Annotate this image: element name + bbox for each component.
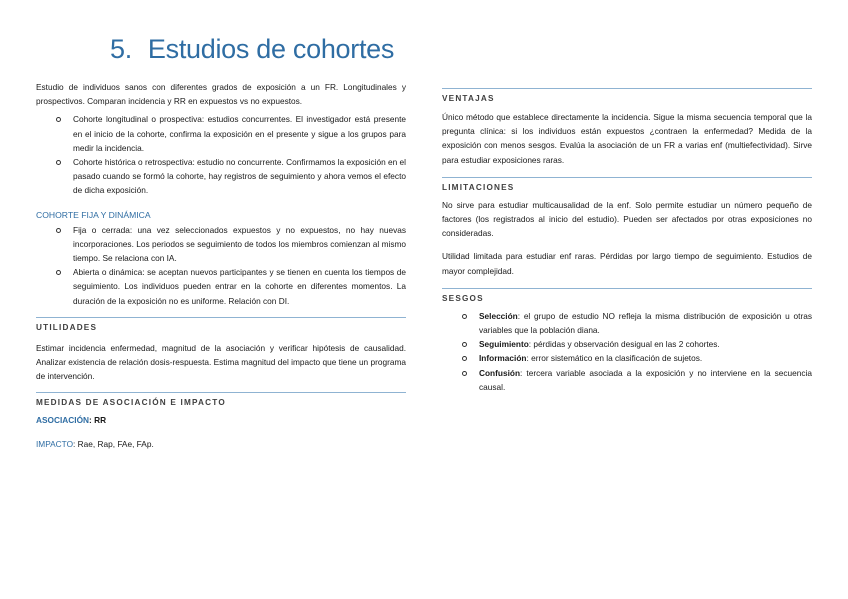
list-item: Selección: el grupo de estudio NO refleja la misma distribución de exposición u otras variables que la población diana.	[479, 309, 812, 337]
association-line	[36, 413, 406, 427]
list-item: Confusión: tercera variable asociada a la exposición y no interviene en la secuencia causal.	[479, 366, 812, 394]
list-item: Información: error sistemático en la clasificación de sujetos.	[479, 351, 812, 365]
fixed-dynamic-heading: COHORTE FIJA Y DINÁMICA	[36, 209, 151, 220]
advantages-heading: VENTAJAS	[442, 94, 495, 103]
section-title: Estudios de cohortes	[147, 34, 395, 64]
list-item: Fija o cerrada: una vez seleccionados expuestos y no expuestos, no hay nuevas incorporaciones. Los periodos se seguimiento de todos los miembros comienzan al mismo tiempo. Se relaciona con IA.	[73, 223, 406, 266]
circle-bullet-icon	[462, 356, 467, 361]
right-column	[442, 88, 812, 394]
biases-list	[442, 309, 812, 394]
impact-value: : Rae, Rap, FAe, FAp.	[73, 439, 154, 450]
circle-bullet-icon	[56, 270, 61, 275]
circle-bullet-icon	[56, 228, 61, 233]
limitations-heading: LIMITACIONES	[442, 182, 515, 192]
advantages-section	[442, 88, 812, 177]
list-item: Abierta o dinámica: se aceptan nuevos participantes y se tienen en cuenta los tiempos de seguimiento. Los individuos pueden entrar en la cohorte en diferentes momentos. La duración de la exposición no es uniforme. Relación con DI.	[73, 265, 406, 308]
intro-paragraph: Estudio de individuos sanos con diferentes grados de exposición a un FR. Longitudinales y prospectivos. Comparan incidencia y RR en expuestos vs no expuestos.	[36, 82, 406, 107]
limitations-text-1: No sirve para estudiar multicausalidad de la enf. Solo permite estudiar un número pequeño de factores (los registrados al inicio del estudio). Pueden ser afectados por otras exposiciones no consideradas.	[442, 199, 812, 239]
cohort-types-list	[36, 112, 406, 197]
biases-heading: SESGOS	[442, 293, 484, 303]
limitations-section	[442, 177, 812, 288]
advantages-text: Único método que establece directamente la incidencia. Sigue la misma secuencia temporal que la pregunta clínica: si los individuos están expuestos ¿contraen la enfermedad? Medida de la exposición con menos sesgos. Evalúa la asociación de un FR a varias enf (multiefectividad). Sirve para estudiar exposiciones raras.	[442, 112, 812, 165]
list-item: Seguimiento: pérdidas y observación desigual en las 2 cohortes.	[479, 337, 812, 351]
impact-label: IMPACTO	[36, 439, 74, 450]
limitations-text-2: Utilidad limitada para estudiar enf raras. Pérdidas por largo tiempo de seguimiento. Estudios de mayor complejidad.	[442, 251, 812, 276]
measures-heading: MEDIDAS DE ASOCIACIÓN E IMPACTO	[36, 398, 226, 408]
utilities-section	[36, 317, 406, 394]
impact-line	[36, 437, 406, 451]
page-title	[110, 34, 394, 65]
utilities-text: Estimar incidencia enfermedad, magnitud de la asociación y verificar hipótesis de causalidad. Analizar existencia de relación dosis-respuesta. Estima magnitud del impacto que tiene un programa de intervención.	[36, 342, 406, 382]
circle-bullet-icon	[56, 160, 61, 165]
list-item: Cohorte histórica o retrospectiva: estudio no concurrente. Confirmamos la exposición en el pasado cuando se formó la cohorte, hay registros de seguimiento y ahora vemos el efecto de dicha exposición.	[73, 155, 406, 198]
association-value: : RR	[89, 415, 107, 426]
circle-bullet-icon	[462, 371, 467, 376]
circle-bullet-icon	[462, 342, 467, 347]
list-item: Cohorte longitudinal o prospectiva: estudios concurrentes. El investigador está presente en el inicio de la cohorte, confirma la exposición en el presente y sigue a los grupos para medir la incidencia.	[73, 112, 406, 155]
circle-bullet-icon	[462, 314, 467, 319]
biases-section	[442, 288, 812, 394]
circle-bullet-icon	[56, 117, 61, 122]
measures-section	[36, 393, 406, 451]
utilities-heading: UTILIDADES	[36, 322, 98, 332]
association-label: ASOCIACIÓN	[36, 415, 90, 426]
section-number: 5.	[110, 34, 132, 64]
left-column	[36, 80, 406, 451]
fixed-dynamic-list	[36, 223, 406, 308]
